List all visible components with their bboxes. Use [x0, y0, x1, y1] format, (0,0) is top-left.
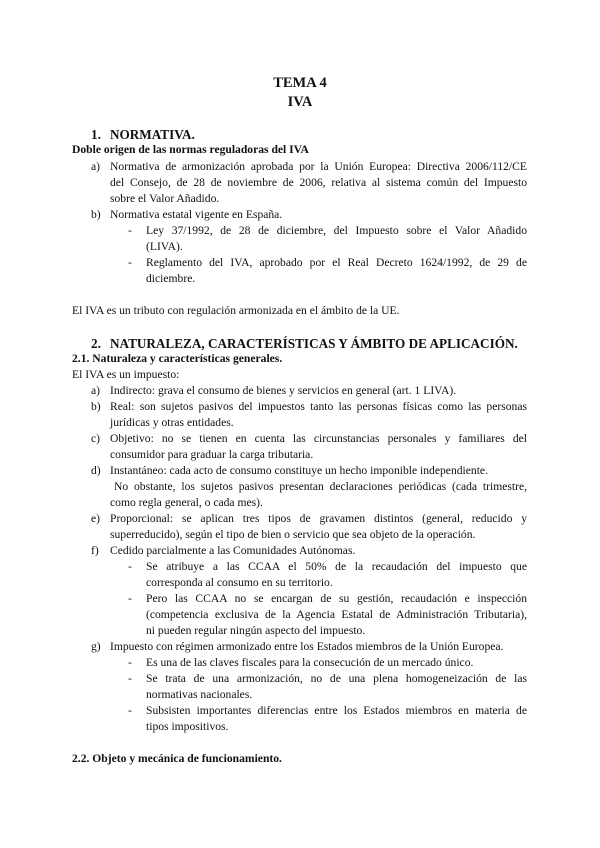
list-label-e: e) — [91, 512, 101, 525]
bullet-dash: - — [128, 656, 132, 669]
s2-a-line-1: Indirecto: grava el consumo de bienes y servicios en general (art. 1 LIVA). — [110, 384, 457, 397]
list-label-b: b) — [91, 400, 101, 413]
bullet-dash: - — [128, 224, 132, 237]
s2-g2-line-2: normativas nacionales. — [146, 688, 253, 701]
s2-b-line-2: jurídicas y otras entidades. — [110, 416, 234, 429]
section-1-title: NORMATIVA. — [110, 127, 195, 142]
s1-b-line-1: Normativa estatal vigente en España. — [110, 208, 283, 221]
s2-g3-line-2: tipos impositivos. — [146, 720, 229, 733]
s1-closing-text: El IVA es un tributo con regulación armonizada en el ámbito de la UE. — [72, 304, 400, 317]
s2-f1-line-1: Se atribuye a las CCAA el 50% de la recaudación del impuesto que — [146, 560, 527, 573]
s2-g3-line-1: Subsisten importantes diferencias entre los Estados miembros en materia de — [146, 704, 527, 717]
section-2-title: NATURALEZA, CARACTERÍSTICAS Y ÁMBITO DE APLICACIÓN. — [110, 336, 518, 351]
list-label-d: d) — [91, 464, 101, 477]
tema-title: TEMA 4 — [273, 75, 327, 91]
s2-d-line-1: Instantáneo: cada acto de consumo constituye un hecho imponible independiente. — [110, 464, 488, 477]
bullet-dash: - — [128, 560, 132, 573]
s2-f2-line-3: ni pueden regular ningún aspecto del impuesto. — [146, 624, 366, 637]
s2-b-line-1: Real: son sujetos pasivos del impuestos tanto las personas físicas como las personas — [110, 400, 527, 413]
list-label-g: g) — [91, 640, 101, 653]
bullet-dash: - — [128, 672, 132, 685]
s2-c-line-2: consumidor para graduar la carga tributaria. — [110, 448, 314, 461]
s2-g-line-1: Impuesto con régimen armonizado entre los Estados miembros de la Unión Europea. — [110, 640, 504, 653]
s2-intro: El IVA es un impuesto: — [72, 368, 180, 381]
s2-d-line-3: como regla general, o cada mes). — [110, 496, 263, 509]
list-label-c: c) — [91, 432, 101, 445]
s2-g2-line-1: Se trata de una armonización, no de una plena homogeneización de las — [146, 672, 527, 685]
s2-f1-line-2: corresponda al consumo en su territorio. — [146, 576, 333, 589]
s1-a-line-2: del Consejo, de 28 de noviembre de 2006, relativa al sistema común del Impuesto — [110, 176, 527, 189]
subsection-2-2-title: 2.2. Objeto y mecánica de funcionamiento. — [72, 752, 282, 765]
section-1-subtitle: Doble origen de las normas reguladoras del IVA — [72, 143, 309, 156]
s1-b1-line-1: Ley 37/1992, de 28 de diciembre, del Impuesto sobre el Valor Añadido — [146, 224, 527, 237]
s1-b1-line-2: (LIVA). — [146, 240, 183, 253]
bullet-dash: - — [128, 592, 132, 605]
s1-a-line-3: sobre el Valor Añadido. — [110, 192, 220, 205]
list-label-a: a) — [91, 384, 101, 397]
s2-d-line-2: No obstante, los sujetos pasivos presentan declaraciones periódicas (cada trimestre, — [114, 480, 527, 493]
s2-f2-line-2: (competencia exclusiva de la Agencia Estatal de Administración Tributaria), — [146, 608, 527, 621]
s2-g1-line-1: Es una de las claves fiscales para la consecución de un mercado único. — [146, 656, 474, 669]
s2-e-line-2: superreducido), según el tipo de bien o servicio que sea objeto de la operación. — [110, 528, 476, 541]
s1-b2-line-1: Reglamento del IVA, aprobado por el Real Decreto 1624/1992, de 29 de — [146, 256, 527, 269]
s1-a-line-1: Normativa de armonización aprobada por la Unión Europea: Directiva 2006/112/CE — [110, 160, 527, 173]
s2-f-line-1: Cedido parcialmente a las Comunidades Autónomas. — [110, 544, 356, 557]
bullet-dash: - — [128, 256, 132, 269]
s2-f2-line-1: Pero las CCAA no se encargan de su gestión, recaudación e inspección — [146, 592, 527, 605]
s1-b2-line-2: diciembre. — [146, 272, 196, 285]
section-2-number: 2. — [91, 336, 101, 351]
list-label-f: f) — [91, 544, 99, 557]
bullet-dash: - — [128, 704, 132, 717]
subject-title: IVA — [287, 94, 313, 110]
s2-c-line-1: Objetivo: no se tienen en cuenta las circunstancias personales y familiares del — [110, 432, 527, 445]
section-1-number: 1. — [91, 127, 101, 142]
subsection-2-1-title: 2.1. Naturaleza y características generales. — [72, 352, 283, 365]
s2-e-line-1: Proporcional: se aplican tres tipos de gravamen distintos (general, reducido y — [110, 512, 527, 525]
list-label-b: b) — [91, 208, 101, 221]
list-label-a: a) — [91, 160, 101, 173]
